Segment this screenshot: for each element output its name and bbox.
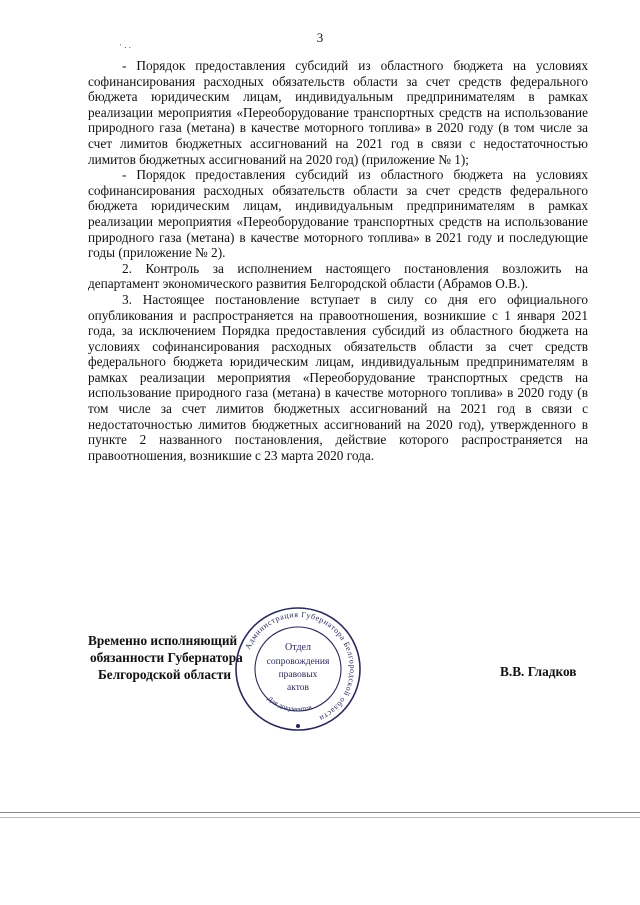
stamp-star-icon [296, 724, 300, 728]
paragraph-effect: 3. Настоящее постановление вступает в силу со дня его официального опубликования и распространяется на правоотношения, возникшие с 1 января 2021 года, за исключением Порядка предоставления субсидий из областного бюджета на условиях софинансирования расходных обязательств области за счет средств федерального бюджета юридическим лицам, индивидуальным предпринимателям в рамках реализации мероприятия «Переоборудование транспортных средств на использование природного газа (метана) в качестве моторного топлива» в 2020 году (в том числе за счет лимитов бюджетных ассигнований на 2021 год в связи с недостаточностью лимитов бюджетных ассигнований на 2020 год), утвержденного в пункте 2 названного постановления, действие которого распространяется на правоотношения, возникшие с 23 марта 2020 года. [88, 291, 588, 463]
scan-mark: · . . [119, 40, 131, 50]
paragraph-order-1: - Порядок предоставления субсидий из областного бюджета на условиях софинансирования расходных обязательств области за счет средств федерального бюджета юридическим лицам, индивидуальным предпринимателям в рамках реализации мероприятия «Переоборудование транспортных средств на использование природного газа (метана) в качестве моторного топлива» в 2020 году (в том числе за счет лимитов бюджетных ассигнований на 2021 год в связи с недостаточностью лимитов бюджетных ассигнований на 2020 год) (приложение № 1); [88, 58, 588, 167]
paragraph-order-2: - Порядок предоставления субсидий из областного бюджета на условиях софинансирования расходных обязательств области за счет средств федерального бюджета юридическим лицам, индивидуальным предпринимателям в рамках реализации мероприятия «Переоборудование транспортных средств на использование природного газа (метана) в качестве моторного топлива» в 2021 году и последующие годы (приложение № 2). [88, 167, 588, 261]
scan-edge-line-secondary [0, 817, 640, 818]
stamp-center-line-2: сопровождения [266, 657, 330, 667]
svg-text:Для документов [266, 695, 314, 714]
stamp-center-line-4: актов [287, 683, 309, 693]
signatory-position [88, 632, 243, 683]
scan-edge-line [0, 812, 640, 813]
stamp-center-line-1: Отдел [285, 642, 311, 653]
signatory-name: В.В. Гладков [500, 664, 577, 679]
official-stamp [232, 604, 364, 734]
position-line-1: Временно исполняющий [88, 633, 238, 648]
document-body [88, 58, 588, 463]
position-line-2: обязанности Губернатора [90, 650, 243, 665]
stamp-center-line-3: правовых [278, 670, 318, 680]
page-number: 3 [316, 30, 324, 45]
paragraph-control: 2. Контроль за исполнением настоящего постановления возложить на департамент экономического развития Белгородской области (Абрамов О.В.). [88, 260, 588, 292]
stamp-bottom-text: Для документов [265, 694, 313, 714]
stamp-outer-text: Администрация Губернатора Белгородской области [243, 609, 358, 724]
position-line-3: Белгородской области [98, 667, 232, 682]
